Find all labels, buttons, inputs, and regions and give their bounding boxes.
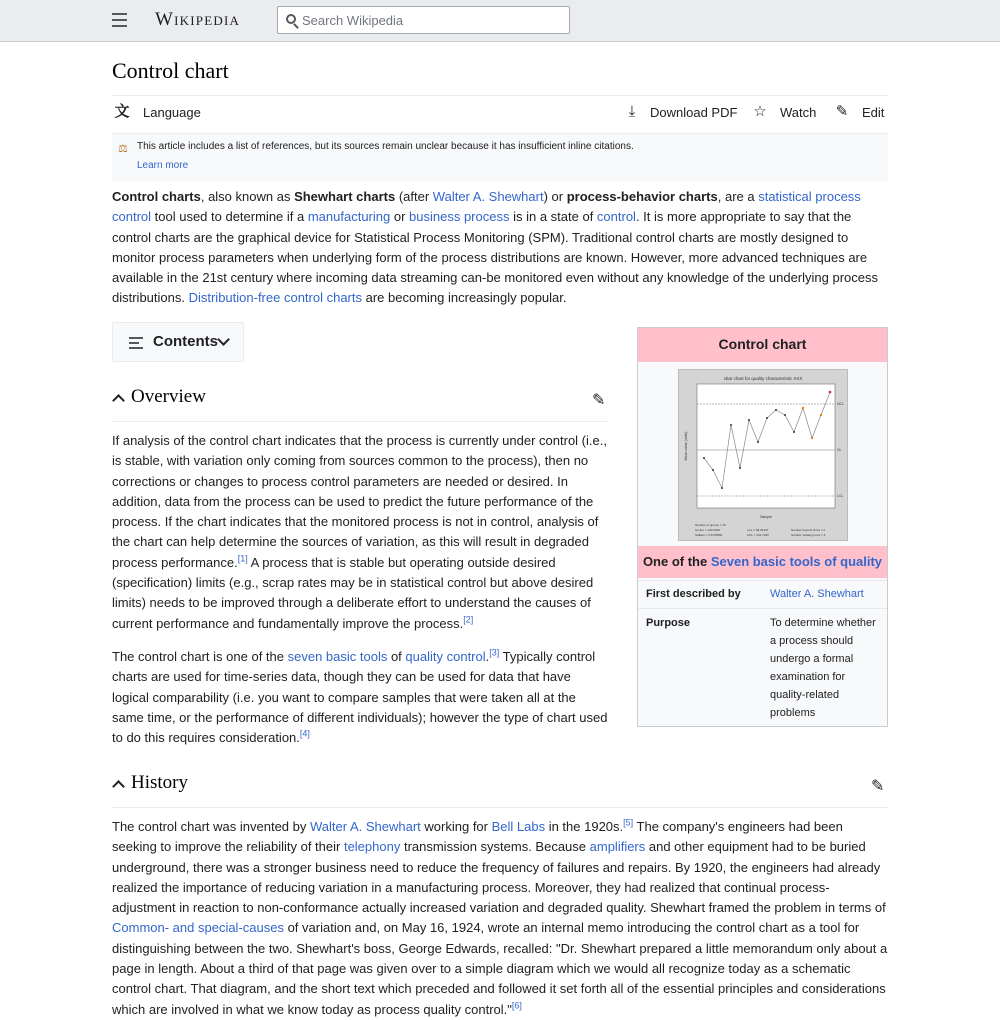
download-icon: ⤓: [628, 103, 636, 120]
text: Typically control charts are used for time-series data, though they can be used for data that have logical comparability (i.e. you want to compare samples that were taken all at the same time, or the performance of different individuals); however the type of chart used to do this requires consideration.: [112, 649, 608, 746]
watch-button[interactable]: [752, 104, 816, 120]
text: of variation and, on May 16, 1924, wrote an internal memo introducing the control chart as a tool for distinguishing between the two. Shewhart's boss, George Edwards, recalled: "Dr. Shewhart prepared a little memorandum only about a page in length. About a third of that page was given over to a simple diagram which we would all recognize today as a schematic control chart. That diagram, and the short text which preceded and followed it set forth all of the essential principles and considerations which are involved in what we know today as process quality control.": [112, 920, 888, 1017]
thumb-title: xbar chart for quality characteristic XXX: [723, 376, 803, 381]
link-seven-basic-tools[interactable]: seven basic tools: [287, 649, 388, 664]
infobox-value: To determine whether a process should undergo a formal examination for quality-related problems: [770, 617, 876, 719]
language-button[interactable]: [114, 104, 201, 120]
overview-paragraph-2: [112, 647, 608, 748]
control-chart-image[interactable]: [678, 369, 848, 541]
download-pdf-label: Download PDF: [650, 104, 738, 120]
learn-more-link[interactable]: Learn more: [137, 160, 189, 171]
page-title: Control chart: [112, 58, 229, 83]
bold-term: process-behavior charts: [566, 189, 718, 204]
edit-button[interactable]: [834, 104, 884, 120]
scales-icon: ⚖: [118, 143, 128, 155]
text: are becoming increasingly popular.: [362, 290, 567, 306]
thumb-cl-label: CL: [837, 448, 842, 452]
thumb-lcl-label: LCL: [837, 494, 844, 498]
svg-text:Number violating runs = 3: Number violating runs = 3: [791, 533, 826, 537]
text: tool used to determine if a: [151, 209, 308, 225]
title-divider: [112, 95, 888, 96]
thumb-ylabel: Mean value (units): [684, 431, 688, 461]
ref-2[interactable]: [2]: [463, 614, 474, 625]
text: One of the: [642, 554, 711, 569]
notice-text: This article includes a list of references, but its sources remain unclear because it has insufficient inline citations.: [137, 141, 634, 152]
chevron-up-icon[interactable]: [112, 394, 125, 407]
ref-3[interactable]: [3]: [489, 647, 500, 658]
link-business-process[interactable]: business process: [409, 209, 510, 225]
search-icon: [286, 14, 296, 24]
text: in the 1920s.: [545, 819, 624, 834]
ref-6[interactable]: [6]: [511, 1000, 522, 1011]
overview-divider: [112, 421, 608, 422]
search-input[interactable]: [300, 12, 554, 29]
infobox: [637, 327, 888, 727]
link-seven-basic-tools-of-quality[interactable]: Seven basic tools of quality: [710, 554, 883, 569]
wikipedia-wordmark[interactable]: Wikipedia: [155, 9, 241, 30]
link-control[interactable]: control: [596, 209, 636, 225]
text: .: [485, 649, 490, 664]
text: A process that is stable but operating outside desired (specification) limits (e.g., scrap rates may be in statistical control but above desired limits) needs to be improved through a deliberate effort to understand the causes of current performance and fundamentally improve the process.: [112, 554, 594, 631]
infobox-title: Control chart: [638, 328, 887, 362]
chevron-down-icon: [217, 333, 230, 346]
star-icon: ☆: [753, 103, 767, 120]
link-amplifiers[interactable]: amplifiers: [589, 839, 646, 855]
svg-text:LCL = 98.35107: LCL = 98.35107: [747, 528, 769, 532]
site-header: [0, 0, 1000, 42]
language-label: Language: [143, 104, 201, 120]
link-quality-control[interactable]: quality control: [405, 649, 486, 664]
infobox-row-purpose: [638, 608, 887, 727]
text: of: [387, 649, 406, 664]
text: The control chart is one of the: [112, 649, 288, 664]
toc-icon: [129, 337, 143, 352]
download-pdf-button[interactable]: [624, 104, 737, 120]
text: , also known as: [200, 189, 295, 204]
overview-heading: Overview: [131, 386, 206, 407]
intro-paragraph: [112, 187, 888, 309]
link-spc[interactable]: statistical process control: [112, 189, 861, 225]
text: or: [390, 209, 410, 225]
overview-paragraph-1: [112, 431, 608, 634]
hamburger-menu-icon[interactable]: [112, 13, 127, 27]
link-bell-labs[interactable]: Bell Labs: [491, 819, 546, 834]
ref-5[interactable]: [5]: [623, 817, 634, 828]
infobox-row-first-described: [638, 580, 887, 609]
infobox-subtitle: [638, 546, 887, 578]
text: . It is more appropriate to say that the control charts are the graphical device for Statistical Process Monitoring (SPM). Traditional control charts are mostly designed to monitor process parameters when underlying form of the process distributions are known. However, more advanced techniques are available in the 21st century where incoming data streaming can-be monitored even without any knowledge of the underlying process distributions.: [112, 209, 879, 306]
thumb-xlabel: Sample: [760, 515, 772, 519]
svg-text:Center = 100.0256: Center = 100.0256: [695, 528, 720, 532]
text: , are a: [717, 189, 759, 204]
history-heading: History: [131, 772, 188, 793]
link-walter-shewhart[interactable]: Walter A. Shewhart: [432, 189, 544, 204]
text: working for: [420, 819, 492, 834]
text: The company's engineers had been seeking to improve the reliability of their: [112, 819, 843, 855]
svg-text:UCL = 101.7202: UCL = 101.7202: [747, 533, 769, 537]
text: If analysis of the control chart indicates that the process is currently under control (i.e., is stable, with variation only coming from sources common to the process), then no corrections or changes to process control parameters are needed or desired. In addition, data from the process can be used to predict the future performance of the process. If the chart indicates that the monitored process is not in control, analysis of the chart can help determine the sources of variation, as this will result in degraded process performance.: [112, 433, 607, 570]
svg-text:StdDev = 0.9725584: StdDev = 0.9725584: [695, 533, 723, 537]
bold-term: Control charts: [112, 189, 201, 204]
search-box[interactable]: [277, 6, 570, 34]
thumb-ucl-label: UCL: [837, 402, 845, 406]
edit-label: Edit: [862, 104, 885, 120]
history-divider: [112, 807, 888, 808]
link-distribution-free[interactable]: Distribution-free control charts: [188, 290, 362, 306]
edit-section-pencil-icon[interactable]: ✎: [592, 392, 606, 409]
contents-toggle[interactable]: [112, 322, 244, 362]
bold-term: Shewhart charts: [294, 189, 396, 204]
history-paragraph: [112, 817, 888, 1020]
control-chart-thumbnail: [679, 370, 847, 540]
page-actions-bar: [112, 104, 888, 126]
pencil-icon: ✎: [835, 103, 849, 120]
language-icon: 文: [114, 103, 130, 120]
contents-label: Contents: [153, 333, 218, 350]
svg-text:Number beyond limits = 2: Number beyond limits = 2: [791, 528, 826, 532]
link-manufacturing[interactable]: manufacturing: [307, 209, 391, 225]
svg-text:Number of groups = 15: Number of groups = 15: [695, 523, 726, 527]
text: transmission systems. Because: [400, 839, 590, 855]
link-telephony[interactable]: telephony: [343, 839, 401, 855]
link-common-special-causes[interactable]: Common- and special-causes: [112, 920, 284, 936]
infobox-label: Purpose: [646, 617, 691, 629]
watch-label: Watch: [780, 104, 817, 120]
text: (after: [395, 189, 433, 204]
link-walter-shewhart-2[interactable]: Walter A. Shewhart: [310, 819, 421, 834]
ref-1[interactable]: [1]: [237, 553, 248, 564]
text: and other equipment had to be buried underground, there was a stronger business need to reduce the frequency of failures and repairs. By 1920, the engineers had already realized the importance of reducing variation in a manufacturing process. Moreover, they had realized that continual process-adjustment in reaction to non-conformance actually increased variation and degraded quality. Shewhart framed the problem in terms of: [112, 839, 886, 916]
infobox-value-link[interactable]: Walter A. Shewhart: [770, 588, 864, 600]
infobox-label: First described by: [646, 588, 741, 600]
edit-section-pencil-icon[interactable]: ✎: [871, 778, 885, 795]
text: is in a state of: [509, 209, 597, 225]
text: The control chart was invented by: [112, 819, 310, 834]
chevron-up-icon[interactable]: [112, 780, 125, 793]
text: ) or: [543, 189, 567, 204]
ambox-notice: [112, 134, 888, 182]
ref-4[interactable]: [4]: [299, 728, 310, 739]
